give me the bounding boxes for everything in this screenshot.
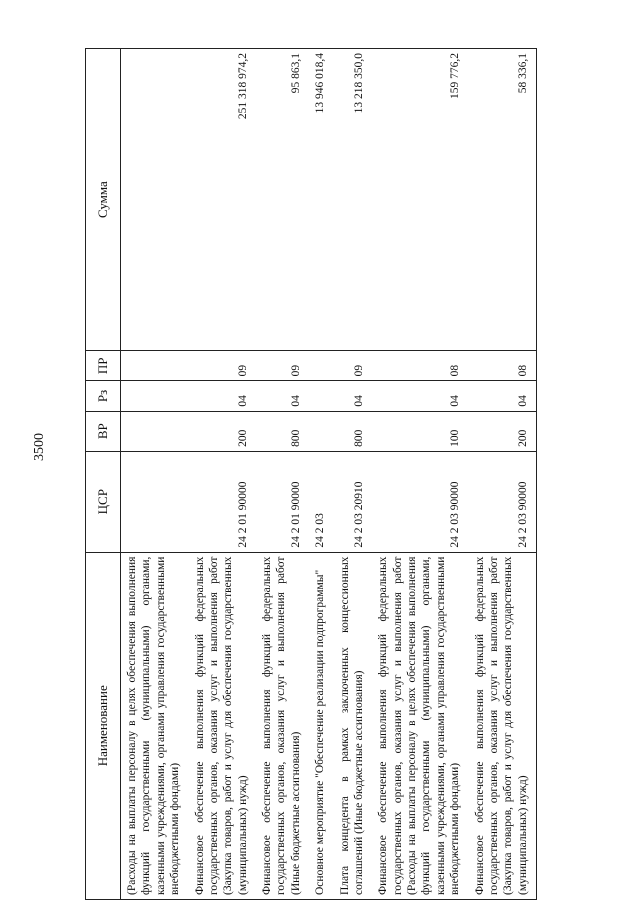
row-csr: 24 2 01 90000 — [189, 451, 257, 552]
row-rz: 04 — [372, 381, 468, 411]
row-vr: 200 — [189, 411, 257, 451]
row-pr: 09 — [334, 351, 373, 381]
row-rz: 04 — [469, 381, 537, 411]
column-header-vr: ВР — [86, 411, 121, 451]
row-name: Финансовое обеспечение выполнения функций федеральных государственных органов, оказания услуг и выполнения работ (Закупка товаров, работ и услуг для обеспечения государственных (муниципальных) нужд) — [189, 552, 257, 899]
row-csr — [121, 451, 189, 552]
table-row — [334, 49, 373, 900]
row-name: Плата концедента в рамках заключенных концессионных соглашений (Иные бюджетные ассигнования) — [334, 552, 373, 899]
rotated-page-content — [85, 48, 625, 900]
table-row — [309, 49, 333, 900]
row-sum: 13 218 350,0 — [334, 49, 373, 351]
row-csr: 24 2 03 90000 — [469, 451, 537, 552]
table-row — [189, 49, 257, 900]
row-csr: 24 2 01 90000 — [256, 451, 309, 552]
column-header-name: Наименование — [86, 552, 121, 899]
row-sum — [121, 49, 189, 351]
table-row — [121, 49, 189, 900]
column-header-sum: Сумма — [86, 49, 121, 351]
row-name: (Расходы на выплаты персоналу в целях обеспечения выполнения функций государственными (муниципальными) органами, казенными учреждениями, органами управления государственными внебюджетными фондами) — [121, 552, 189, 899]
row-rz: 04 — [189, 381, 257, 411]
row-csr: 24 2 03 90000 — [372, 451, 468, 552]
column-header-pr: ПР — [86, 351, 121, 381]
row-vr: 200 — [469, 411, 537, 451]
page-number: 3500 — [32, 433, 47, 461]
row-sum: 13 946 018,4 — [309, 49, 333, 351]
row-pr — [309, 351, 333, 381]
column-header-rz: Рз — [86, 381, 121, 411]
row-pr — [121, 351, 189, 381]
row-sum: 58 336,1 — [469, 49, 537, 351]
row-name: Основное мероприятие "Обеспечение реализации подпрограммы" — [309, 552, 333, 899]
row-vr — [309, 411, 333, 451]
row-vr: 800 — [334, 411, 373, 451]
row-rz: 04 — [256, 381, 309, 411]
row-pr: 09 — [189, 351, 257, 381]
row-name: Финансовое обеспечение выполнения функций федеральных государственных органов, оказания услуг и выполнения работ (Расходы на выплаты персоналу в целях обеспечения выполнения функций государственными (муниципальными) органами, казенными учреждениями, органами управления государственными внебюджетными фондами) — [372, 552, 468, 899]
table-row — [469, 49, 537, 900]
row-vr — [121, 411, 189, 451]
row-pr: 09 — [256, 351, 309, 381]
row-vr: 800 — [256, 411, 309, 451]
row-csr: 24 2 03 — [309, 451, 333, 552]
row-csr: 24 2 03 20910 — [334, 451, 373, 552]
row-name: Финансовое обеспечение выполнения функций федеральных государственных органов, оказания услуг и выполнения работ (Иные бюджетные ассигнования) — [256, 552, 309, 899]
budget-table — [85, 48, 537, 900]
row-vr: 100 — [372, 411, 468, 451]
table-header-row — [86, 49, 121, 900]
row-sum: 95 863,1 — [256, 49, 309, 351]
table-row — [256, 49, 309, 900]
row-pr: 08 — [372, 351, 468, 381]
row-name: Финансовое обеспечение выполнения функций федеральных государственных органов, оказания услуг и выполнения работ (Закупка товаров, работ и услуг для обеспечения государственных (муниципальных) нужд) — [469, 552, 537, 899]
table-row — [372, 49, 468, 900]
row-pr: 08 — [469, 351, 537, 381]
row-rz: 04 — [334, 381, 373, 411]
column-header-csr: ЦСР — [86, 451, 121, 552]
row-sum: 251 318 974,2 — [189, 49, 257, 351]
row-rz — [121, 381, 189, 411]
row-rz — [309, 381, 333, 411]
row-sum: 159 776,2 — [372, 49, 468, 351]
